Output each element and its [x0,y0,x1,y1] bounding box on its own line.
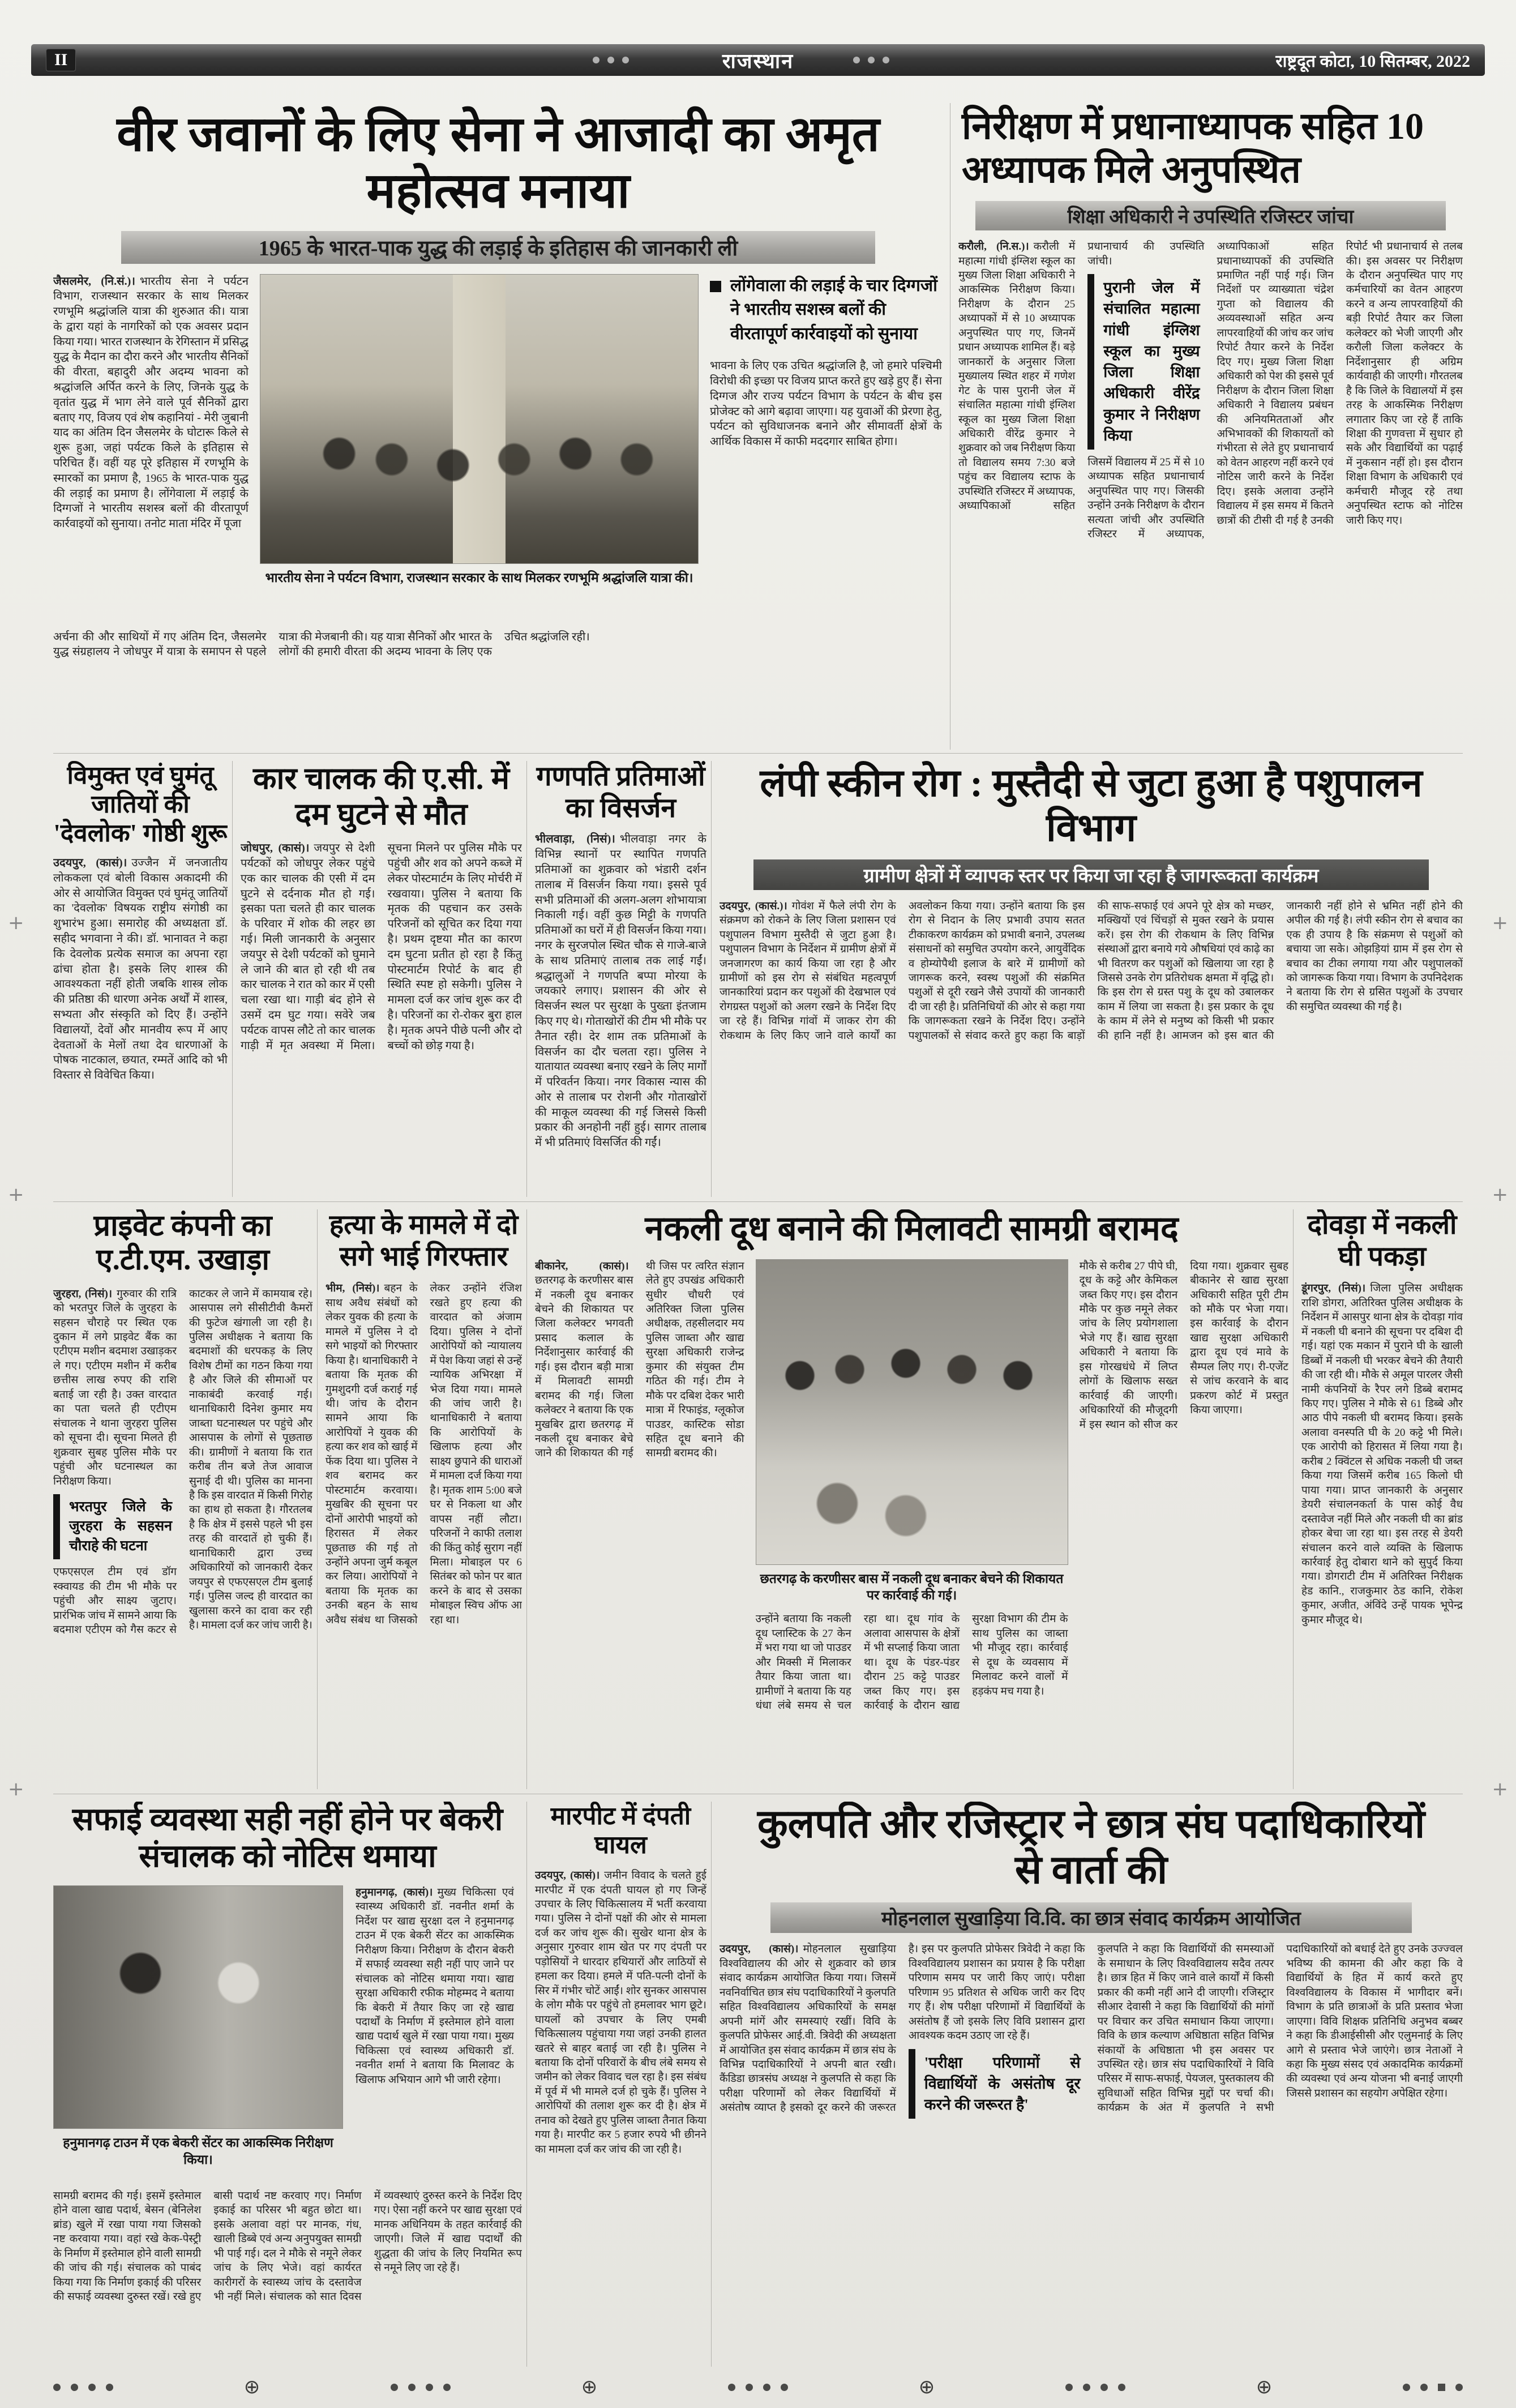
article-lumpy-body: उदयपुर, (कासं.)। गोवंश में फैले लंपी रोग के संक्रमण को रोकने के लिए जिला प्रशासन एवं पशुपालन विभाग मुस्तैदी से जुटा हुआ है। पशुपालन विभाग के निर्देशन में ग्रामीण क्षेत्रों में जनजागरण का कार्य किया जा रहा है और ग्रामीणों को इस रोग से संबंधित महत्वपूर्ण जानकारियां प्रदान कर पशुओं की देखभाल एवं रोगग्रस्त पशुओं को अलग रखने के निर्देश दिए जा रहे हैं। विभिन्न गांवों में जाकर रोग की रोकथाम के लिए किए जाने वाले कार्यों का अवलोकन किया गया। उन्होंने बताया कि इस रोग से निदान के लिए प्रभावी उपाय सतत टीकाकरण कार्यक्रम को प्रभावी बनाने, उपलब्ध संसाधनों को समुचित उपयोग करने, आयुर्वेदिक व होम्योपैथी इलाज के बारे में ग्रामीणों को जागरूक करने, स्वस्थ पशुओं की संक्रमित पशुओं से दूरी रखने जैसे उपायों की जानकारी दी जा रही है। प्रतिनिधियों की ओर से कहा गया कि जागरूकता रखने के निर्देश दिए। उन्होंने पशुपालकों से संवाद करते हुए कहा कि बाड़ों की साफ-सफाई एवं अपने पूरे क्षेत्र को मच्छर, मक्खियों एवं चिंचड़ों से मुक्त रखने के प्रयास करें। इस रोग की रोकथाम के लिए विभिन्न संस्थाओं द्वारा बनाये गये औषधियां एवं काढ़े का भी वितरण कर पशुओं को खिलाया जा रहा है जिससे उनके रोग प्रतिरोधक क्षमता में वृद्धि हो। कि इस रोग से ग्रस्त पशु के दूध को उबालकर काम में लिया जा सकता है। इस प्रकार के दूध के काम में लेने से मनुष्य को किसी भी प्रकार की हानि नहीं है। आमजन को इस बात की जानकारी नहीं होने से भ्रमित नहीं होने की अपील की गई है। लंपी स्कीन रोग से बचाव का एक ही उपाय है कि संक्रमण से पशुओं को बचाया जा सके। ओझड़ियां ग्राम में इस रोग से बचाव का टीका लगाया गया और पशुपालकों को जागरूक किया गया। विभाग के उपनिदेशक ने बताया कि रोग से ग्रसित पशुओं के उपचार की समुचित व्यवस्था की गई है। [720,900,1463,1042]
article-lumpy [711,761,1463,1197]
article-murder-headline: हत्या के मामले में दो सगे भाई गिरफ्तार [329,1210,519,1272]
footer-dots-icon [728,2384,788,2391]
article-inspection-headline: निरीक्षण में प्रधानाध्यापक सहित 10 अध्यापक मिले अनुपस्थित [962,106,1424,191]
article-lumpy-kicker: ग्रामीण क्षेत्रों में व्यापक स्तर पर किया जा रहा है जागरूकता कार्यक्रम [753,859,1429,890]
dateline: बीकानेर, (कासं)। [535,1260,629,1272]
article-devlok-body: उदयपुर, (कासं)। उज्जैन में जनजातीय लोककला एवं बोली विकास अकादमी की ओर से आयोजित विमुक्त एवं घुमंतू जातियों का 'देवलोक' विषयक राष्ट्रीय संगोष्ठी का शुभारंभ हुआ। समारोह की अध्यक्षता डॉ. सहीद भगवाना ने की। डॉ. भानावत ने कहा कि देवलोक प्रत्येक समाज का अपना रहा ढांचा होता है। इसके लिए शास्त्र की आवश्यकता नहीं होती जबकि शास्त्र लोक की प्रतिष्ठा की धारणा अनेक अर्थों में शास्त्र, सभ्यता और संस्कृति को दिए हैं। उन्होंने विद्यालयों, देवों और मानवीय रूप में आए देवताओं के मेलों तथा देव धारणाओं के पोषक नाटकाल, छयात, रम्मतें आदि को भी विस्तार से विवेचित किया। [53,857,228,1082]
dateline: करौली, (नि.स.)। [958,241,1029,253]
page-footer [53,2376,1463,2398]
article-bakery-body-bottom: सामग्री बरामद की गई। इसमें इस्तेमाल होने वाला खाद्य पदार्थ, बेसन (बेनिलेश ब्रांड) खुले में रखा पाया गया जिसको नष्ट करवाया गया। वहां रखे केक-पेस्ट्री के निर्माण में इस्तेमाल होने वाली सामग्री की जांच की गई। संचालक को पाबंद किया गया कि निर्माण इकाई की परिसर की सफाई व्यवस्था दुरुस्त रखें। रखे हुए बासी पदार्थ नष्ट करवाए गए। निर्माण इकाई का परिसर भी बहुत छोटा था। इसके अलावा वहां पर मानक, गंध, खाली डिब्बे एवं अन्य अनुपयुक्त सामग्री भी पाई गई। दल ने मौके से नमूने लेकर जांच के लिए भेजे। वहां कार्यरत कारीगरों के स्वास्थ्य जांच के दस्तावेज भी नहीं मिले। संचालक को सात दिवस में व्यवस्थाएं दुरुस्त करने के निर्देश दिए गए। ऐसा नहीं करने पर खाद्य सुरक्षा एवं मानक अधिनियम के तहत कार्रवाई की जाएगी। जिले में खाद्य पदार्थों की शुद्धता की जांच के लिए नियमित रूप से नमूने लिए जा रहे हैं। [53,2189,522,2303]
army-photo-caption: भारतीय सेना ने पर्यटन विभाग, राजस्थान सरकार के साथ मिलकर रणभूमि श्रद्धांजलि यात्रा की। [265,570,693,585]
vc-talk-quote-box: 'परीक्षा परिणामों से विद्यार्थियों के असंतोष दूर करने की जरूरत है' [909,2049,1085,2119]
army-pullquote: लोंगेवाला की लड़ाई के चार दिग्गजों ने भारतीय सशस्त्र बलों की वीरतापूर्ण कार्रवाइयों को सुनाया [710,274,942,347]
footer-dots-icon [1403,2384,1463,2391]
dateline: उदयपुर, (कासं)। [535,1870,600,1882]
article-army-body-right: भावना के लिए एक उचित श्रद्धांजलि है, जो हमारे पश्चिमी विरोधी की इच्छा पर विजय प्राप्त करते हुए खड़े हुए हैं। सेना दिग्गज और राज्य पर्यटन विभाग के पर्यटन के बीच इस प्रोजेक्ट को आगे बढ़ावा जाएगा। यह युवाओं की प्रेरणा हेतु, पर्यटन को सुविधाजनक बनाने और सीमावर्ती क्षेत्रों के आर्थिक विकास में काफी मददगार साबित होगा। [710,360,942,448]
footer-dots-icon [1065,2384,1125,2391]
masthead-dots-left-icon [593,57,629,63]
article-vc-talk-kicker: मोहनलाल सुखाड़िया वि.वि. का छात्र संवाद कार्यक्रम आयोजित [770,1902,1412,1933]
footer-dots-icon [391,2384,451,2391]
article-fake-milk-body-bottom: उन्होंने बताया कि नकली दूध प्लास्टिक के 27 केन में भरा गया था जो पाउडर और मिक्सी में मिलाकर तैयार किया जाता था। ग्रामीणों ने बताया कि यह धंधा लंबे समय से चल रहा था। दूध गांव के अलावा आसपास के क्षेत्रों में भी सप्लाई किया जाता था। दूध के पंडर-पंडर दौरान 25 कट्टे पाउडर जब्त किए गए। इस कार्रवाई के दौरान खाद्य सुरक्षा विभाग की टीम के साथ पुलिस का जाब्ता भी मौजूद रहा। कार्रवाई से दूध के व्यवसाय में मिलावट करने वालों में हड़कंप मच गया है। [755,1613,1068,1712]
article-vc-talk [711,1802,1463,2367]
inspection-inset-box: पुरानी जेल में संचालित महात्मा गांधी इंग्लिश स्कूल का मुख्य जिला शिक्षा अधिकारी वीरेंद्र कुमार ने निरीक्षण किया [1087,274,1204,450]
article-army-figure [260,274,699,621]
dateline: उदयपुर, (कासं.)। [720,900,787,912]
crop-mark-icon: + [8,1183,24,1206]
article-fake-ghee [1293,1209,1463,1789]
article-bakery-body-right: हनुमानगढ़, (कासं)। मुख्य चिकित्सा एवं स्वास्थ्य अधिकारी डॉ. नवनीत शर्मा के निर्देश पर खाद्य सुरक्षा दल ने हनुमानगढ़ टाउन में एक बेकरी सेंटर का आकस्मिक निरीक्षण किया। निरीक्षण के दौरान बेकरी में सफाई व्यवस्था सही नहीं पाए जाने पर संचालक को नोटिस थमाया गया। खाद्य सुरक्षा अधिकारी रफीक मोहम्मद ने बताया कि बेकरी में तैयार किए जा रहे खाद्य पदार्थों के निर्माण में इस्तेमाल होने वाला खाद्य पदार्थ खुले में रखा पाया गया। मुख्य चिकित्सा एवं स्वास्थ्य अधिकारी डॉ. नवनीत शर्मा ने बताया कि मिलावट के खिलाफ अभियान आगे भी जारी रहेगा। [356,1886,514,2086]
page-number: II [46,49,76,71]
bakery-photo [53,1885,343,2129]
article-atm [53,1209,312,1789]
masthead-dots-right-icon [853,57,889,63]
crop-mark-icon: + [1492,912,1508,934]
article-inspection [950,103,1463,750]
article-atm-headline: प्राइवेट कंपनी का ए.टी.एम. उखाड़ा [93,1210,272,1277]
article-assault-headline: मारपीट में दंपती घायल [550,1802,691,1859]
article-car-driver-headline: कार चालक की ए.सी. में दम घुटने से मौत [252,762,509,831]
dateline: भीलवाड़ा, (निसं)। [535,833,615,846]
article-atm-body: जुरहरा, (निसं)। गुरुवार की रात्रि को भरतपुर जिले के जुरहरा के सहसन चौराहे पर स्थित एक दुकान में लगे प्राइवेट बैंक का एटीएम मशीन बदमाश उखाड़कर ले गए। एटीएम मशीन में करीब छत्तीस लाख रुपए की राशि बताई जा रही है। उक्त वारदात का पता चलते ही एटीएम संचालक ने थाना जुरहरा पुलिस को सूचना दी। सूचना मिलते ही शुक्रवार सुबह पुलिस मौके पर पहुंची और घटनास्थल का निरीक्षण किया। भरतपुर जिले के जुरहरा के सहसन चौराहे की घटना एफएसएल टीम एवं डॉग स्क्वायड की टीम भी मौके पर पहुंची और साक्ष्य जुटाए। प्रारंभिक जांच में सामने आया कि बदमाश एटीएम को गैस कटर से काटकर ले जाने में कामयाब रहे। आसपास लगे सीसीटीवी कैमरों की फुटेज खंगाली जा रही है। पुलिस अधीक्षक ने बताया कि बदमाशों की धरपकड़ के लिए विशेष टीमों का गठन किया गया है और जिले की सीमाओं पर नाकाबंदी करवाई गई। थानाधिकारी दिनेश कुमार मय जाब्ता घटनास्थल पर पहुंचे और आसपास के लोगों से पूछताछ की। ग्रामीणों ने बताया कि रात करीब तीन बजे तेज आवाज सुनाई दी थी। पुलिस का मानना है कि इस वारदात में किसी गिरोह का हाथ हो सकता है। गौरतलब है कि क्षेत्र में इससे पहले भी इस तरह की वारदातें हो चुकी हैं। थानाधिकारी द्वारा उच्च अधिकारियों को जानकारी देकर जयपुर से एफएसएल टीम बुलाई गई। पुलिस जल्द ही वारदात का खुलासा करने का दावा कर रही है। मामला दर्ज कर जांच जारी है। [53,1288,312,1636]
dateline: हनुमानगढ़, (कासं)। [356,1886,433,1898]
footer-dots-icon [53,2384,113,2391]
crop-mark-icon: + [8,912,24,934]
article-assault [526,1802,706,2367]
army-photo [260,274,699,564]
fake-milk-photo-caption: छतरगढ़ के करणीसर बास में नकली दूध बनाकर बेचने की शिकायत पर कार्रवाई की गई। [760,1571,1064,1603]
crop-mark-icon: + [1492,1778,1508,1800]
registration-mark-icon: ⊕ [581,2376,598,2398]
masthead-edition: राष्ट्रदूत कोटा, 10 सितम्बर, 2022 [1275,52,1470,71]
article-fake-milk-headline: नकली दूध बनाने की मिलावटी सामग्री बरामद [645,1210,1179,1247]
article-ganpati-body: भीलवाड़ा, (निसं)। भीलवाड़ा नगर के विभिन्न स्थानों पर स्थापित गणपति प्रतिमाओं का शुक्रवार को भंडारी दर्शन तालाब में विसर्जन किया गया। इससे पूर्व सभी प्रतिमाओं की अलग-अलग शोभायात्रा निकाली गई। वहीं कुछ मिट्टी के गणपति प्रतिमाओं का घरों में ही विसर्जन किया गया। नगर के सुरजपोल स्थित चौक से गाजे-बाजे के साथ प्रतिमाएं तालाब तक लाई गईं। श्रद्धालुओं ने गणपति बप्पा मोरया के जयकारे लगाए। प्रशासन की ओर से विसर्जन स्थल पर सुरक्षा के पुख्ता इंतजाम किए गए थे। गोताखोरों की टीम भी मौके पर तैनात रही। देर शाम तक प्रतिमाओं के विसर्जन का दौर चलता रहा। पुलिस ने यातायात व्यवस्था बनाए रखने के लिए मार्गों में परिवर्तन किया। नगर विकास न्यास की ओर से तालाब पर रोशनी और गोताखोरों की माकूल व्यवस्था की गई जिससे किसी प्रकार की अनहोनी नहीं हुई। सागर तालाब में भी प्रतिमाएं विसर्जित की गईं। [535,833,706,1149]
article-fake-ghee-body: डूंगरपुर, (निसं)। जिला पुलिस अधीक्षक राशि डोगरा, अतिरिक्त पुलिस अधीक्षक के निर्देशन में आसपुर थाना क्षेत्र के दोवड़ा गांव में नकली घी बनाने की सूचना पर दबिश दी गई। यहां एक मकान में पुराने घी के खाली डिब्बों में नकली घी भरकर बेचने की तैयारी की जा रही थी। मौके से अमूल पारलर जैसी नामी कंपनियों के रैपर लगे डिब्बे बरामद किए गए। पुलिस ने मौके से 61 डिब्बे और आठ पीपे नकली घी बरामद किया। इसके अलावा वनस्पति घी के 20 कट्टे भी मिले। एक आरोपी को हिरासत में लिया गया है। करीब 2 क्विंटल से अधिक नकली घी जब्त किया गया जिसमें करीब 165 किलो घी पाया गया। प्राप्त जानकारी के अनुसार डेयरी संचालनकर्ता के पास कोई वैध दस्तावेज नहीं मिले और नकली घी का ब्रांड होकर बेचा जा रहा था। इस तरह से डेयरी संचालन करने वाले व्यक्ति के खिलाफ कार्रवाई हेतु दोबारा थाने को सुपुर्द किया गया। डोगराटी टीम में अतिरिक्त निरीक्षक हेड कानि., राजकुमार ठेड कानि, रोकेश कुमार, अजीत, अंविंदे उन्हें पायक भूपेन्द्र कुमार मौजूद थे। [1301,1282,1463,1626]
row-divider [53,753,1463,754]
dateline: उदयपुर, (कासं)। [720,1943,799,1956]
article-car-driver-body: जोधपुर, (कासं)। जयपुर से देशी पर्यटकों को जोधपुर लेकर पहुंचे एक कार चालक की एसी में दम घुटने से दर्दनाक मौत हो गई। इसका पता चलते ही कार चालक के परिवार में शोक की लहर छा गई। मिली जानकारी के अनुसार जयपुर से देशी पर्यटकों को घुमाने ले जाने की बात हो रही थी तब कार चालक ने रात को कार में एसी चला रखा था। गाड़ी बंद होने से उसमें दम घुट गया। सवेरे जब पर्यटक वापस लौटे तो कार चालक गाड़ी में मृत अवस्था में मिला। सूचना मिलने पर पुलिस मौके पर पहुंची और शव को अपने कब्जे में लेकर पोस्टमार्टम के लिए मोर्चरी में रखवाया। पुलिस ने बताया कि मृतक की पहचान कर उसके परिजनों को सूचित कर दिया गया है। प्रथम दृष्टया मौत का कारण दम घुटना प्रतीत हो रहा है किंतु पोस्टमार्टम रिपोर्ट के बाद ही स्थिति स्पष्ट हो सकेगी। पुलिस ने मामला दर्ज कर जांच शुरू कर दी है। परिजनों का रो-रोकर बुरा हाल है। मृतक अपने पीछे पत्नी और दो बच्चों को छोड़ गया है। [241,842,522,1052]
dateline: जोधपुर, (कासं)। [241,842,310,855]
article-bakery-headline: सफाई व्यवस्था सही नहीं होने पर बेकरी संचालक को नोटिस थमाया [72,1802,503,1874]
article-devlok-headline: विमुक्त एवं घुमंतू जातियों की 'देवलोक' गोष्ठी शुरू [53,762,228,848]
article-ganpati-headline: गणपति प्रतिमाओं का विसर्जन [536,762,705,823]
masthead [31,44,1485,76]
article-lumpy-headline: लंपी स्कीन रोग : मुस्तैदी से जुटा हुआ है पशुपालन विभाग [760,762,1423,849]
dateline: जैसलमेर, (नि.सं.)। [53,275,135,288]
registration-mark-icon: ⊕ [243,2376,260,2398]
dateline: उदयपुर, (कासं)। [53,857,127,870]
row-divider [53,1201,1463,1202]
registration-mark-icon: ⊕ [918,2376,935,2398]
article-bakery-figure [53,1885,343,2180]
article-assault-body: उदयपुर, (कासं)। जमीन विवाद के चलते हुई मारपीट में एक दंपती घायल हो गए जिन्हें उपचार के लिए चिकित्सालय में भर्ती करवाया गया। पुलिस ने दोनों पक्षों की ओर से मामला दर्ज कर जांच शुरू की। सुखेर थाना क्षेत्र के अनुसार गुरुवार शाम खेत पर गए दंपती पर पड़ोसियों ने धारदार हथियारों और लाठियों से हमला कर दिया। हमले में पति-पत्नी दोनों के सिर में गंभीर चोटें आईं। शोर सुनकर आसपास के लोग मौके पर पहुंचे तो हमलावर भाग छूटे। घायलों को उपचार के लिए एमबी चिकित्सालय पहुंचाया गया जहां उनकी हालत खतरे से बाहर बताई जा रही है। पुलिस ने बताया कि दोनों परिवारों के बीच लंबे समय से जमीन को लेकर विवाद चल रहा है। इस संबंध में पूर्व में भी मामले दर्ज हो चुके हैं। पुलिस ने आरोपियों की तलाश शुरू कर दी है। क्षेत्र में तनाव को देखते हुए पुलिस जाब्ता तैनात किया गया है। मारपीट कर 5 हजार रुपये भी छीनने का मामला दर्ज कर जांच की जा रही है। [535,1870,706,2155]
article-devlok [53,761,228,1197]
article-car-driver [232,761,522,1197]
article-fake-milk [526,1209,1288,1789]
article-inspection-kicker: शिक्षा अधिकारी ने उपस्थिति रजिस्टर जांचा [975,201,1446,230]
article-fake-milk-body-right: मौके से करीब 27 पीपे घी, दूध के कट्टे और केमिकल जब्त किए गए। इस दौरान मौके पर कुछ नमूने लेकर जांच के लिए प्रयोगशाला भेजे गए हैं। खाद्य सुरक्षा अधिकारी ने बताया कि इस गोरखधंधे में लिप्त लोगों के खिलाफ सख्त कार्रवाई की जाएगी। अधिकारियों की मौजूदगी में इस स्थान को सीज कर दिया गया। शुक्रवार सुबह बीकानेर से खाद्य सुरक्षा अधिकारी सहित पूरी टीम को मौके पर भेजा गया। इस कार्रवाई के दौरान खाद्य सुरक्षा अधिकारी द्वारा दूध एवं मावे के सैम्पल लिए गए। री-एजेंट से जांच करवाने के बाद प्रकरण कोर्ट में प्रस्तुत किया जाएगा। [1079,1260,1288,1431]
article-vc-talk-body: उदयपुर, (कासं)। मोहनलाल सुखाड़िया विश्वविद्यालय की ओर से शुक्रवार को छात्र संवाद कार्यक्रम आयोजित किया गया। जिसमें नवनिर्वाचित छात्र संघ पदाधिकारियों ने कुलपति सहित विश्वविद्यालय अधिकारियों के समक्ष अपनी मांगें और समस्याएं रखीं। विवि के कुलपति प्रोफेसर आई.वी. त्रिवेदी की अध्यक्षता में आयोजित इस संवाद कार्यक्रम में छात्र संघ के विभिन्न पदाधिकारियों ने अपनी बात रखी। कैंडिडा छात्रसंघ अध्यक्ष ने कुलपति से कहा कि परीक्षा परिणामों को लेकर विद्यार्थियों में असंतोष व्याप्त है इसको दूर करने की जरूरत है। इस पर कुलपति प्रोफेसर त्रिवेदी ने कहा कि विश्वविद्यालय प्रशासन का प्रयास है कि परीक्षा परिणाम समय पर जारी किए जाएं। परीक्षा परिणाम 95 प्रतिशत से अधिक जारी कर दिए गए हैं। शेष परीक्षा परिणामों में विद्यार्थियों के असंतोष हैं जो इसके लिए विवि प्रशासन द्वारा आवश्यक कदम उठाए जा रहे हैं। 'परीक्षा परिणामों से विद्यार्थियों के असंतोष दूर करने की जरूरत है' कुलपति ने कहा कि विद्यार्थियों की समस्याओं के समाधान के लिए विश्वविद्यालय सदैव तत्पर है। छात्र हित में किए जाने वाले कार्यों में किसी प्रकार की कमी नहीं आने दी जाएगी। रजिस्ट्रार सीआर देवासी ने कहा कि विद्यार्थियों की मांगों पर विचार कर उचित समाधान किया जाएगा। विवि के छात्र कल्याण अधिष्ठाता सहित विभिन्न संकायों के अधिष्ठाता भी इस अवसर पर उपस्थित रहे। छात्र संघ पदाधिकारियों ने विवि परिसर में साफ-सफाई, पेयजल, पुस्तकालय की सुविधाओं सहित विभिन्न मुद्दों पर चर्चा की। कार्यक्रम के अंत में कुलपति ने सभी पदाधिकारियों को बधाई देते हुए उनके उज्ज्वल भविष्य की कामना की और कहा कि वे विद्यार्थियों के हित में कार्य करते हुए विश्वविद्यालय के विकास में भागीदार बनें। विभाग के प्रति छात्राओं के प्रति प्रस्ताव भेजा जाएगा। विवि शिक्षक प्रतिनिधि अनुभव बब्बर ने कहा कि डीआईसीसी और एलुमनाई के लिए आगे से प्रस्ताव भेजे जाएंगे। छात्र नेताओं ने कहा कि मुख्य संसद एवं अकादमिक कार्यक्रमों की व्यवस्था एवं अन्य योजना भी बनाई जाएगी जिससे प्रशासन का सहयोग अपेक्षित रहेगा। [720,1942,1463,2338]
article-army-body-left: जैसलमेर, (नि.सं.)। भारतीय सेना ने पर्यटन विभाग, राजस्थान सरकार के साथ मिलकर रणभूमि श्रद्धांजलि यात्रा की शुरुआत की। यात्रा के द्वारा यहां के नागरिकों को एक अवसर प्रदान किया गया। भारत राजस्थान के रेगिस्तान में प्रसिद्ध युद्ध के मैदान का दौरा करने और भारतीय सैनिकों की वीरता, बहादुरी और अदम्य भावना को श्रद्धांजलि अर्पित करने के लिए, जिनके युद्ध के वृतांत युद्ध में भाग लेने वाले पूर्व सैनिकों द्वारा बताए गए, विजय एवं शेष कहानियां - मेरी जुबानी याद का अंतिम दिन जैसलमेर के घोटारू किले से शुरू हुआ, जहां पर्यटक किले के इतिहास से परिचित हैं। वहीं यह पूरे इतिहास में रणभूमि के स्मारकों का प्रमाण है, 1965 के भारत-पाक युद्ध की लड़ाई का प्रमाण है। लोंगेवाला में लड़ाई के दिग्गजों ने भारतीय सशस्त्र बलों की वीरतापूर्ण कार्रवाइयों को सुनाया। तनोट माता मंदिर में पूजा [53,275,249,531]
registration-mark-icon: ⊕ [1256,2376,1273,2398]
article-army [53,103,943,750]
fake-milk-photo [756,1259,1068,1565]
article-fake-ghee-headline: दोवड़ा में नकली घी पकड़ा [1307,1210,1457,1272]
dateline: जुरहरा, (निसं)। [53,1288,113,1300]
article-army-body-bottom: अर्चना की और साथियों में गए अंतिम दिन, जैसलमेर युद्ध संग्रहालय ने जोधपुर में यात्रा के समापन से पहले यात्रा की मेजबानी की। यह यात्रा सैनिकों और भारत के लोगों की हमारी वीरता की अदम्य भावना के लिए एक उचित श्रद्धांजलि रही। [53,630,590,658]
atm-inset-box: भरतपुर जिले के जुरहरा के सहसन चौराहे की घटना [53,1494,177,1560]
article-fake-milk-figure [756,1259,1068,1605]
article-vc-talk-headline: कुलपति और रजिस्ट्रार ने छात्र संघ पदाधिकारियों से वार्ता की [757,1803,1425,1893]
masthead-region: राजस्थान [722,49,794,72]
article-fake-milk-body-left: बीकानेर, (कासं)।छतरगढ़ के करणीसर बास में नकली दूध बनाकर बेचने की शिकायत पर जिला कलेक्टर भगवती प्रसाद कलाल के निर्देशानुसार कार्रवाई की गई। इस दौरान बड़ी मात्रा में मिलावटी सामग्री बरामद की गई। जिला कलेक्टर ने बताया कि एक मुखबिर द्वारा छतरगढ़ में नकली दूध बनाकर बेचे जाने की शिकायत की गई थी जिस पर त्वरित संज्ञान लेते हुए उपखंड अधिकारी सुधीर चौधरी एवं अतिरिक्त जिला पुलिस अधीक्षक, तहसीलदार मय पुलिस जाब्ता और खाद्य सुरक्षा अधिकारी राजेन्द्र कुमार की संयुक्त टीम गठित की गई। टीम ने मौके पर दबिश देकर भारी मात्रा में रिफाइंड, ग्लूकोज पाउडर, कास्टिक सोडा सहित दूध बनाने की सामग्री बरामद की। [535,1260,744,1460]
article-ganpati [526,761,706,1197]
crop-mark-icon: + [1492,1183,1508,1206]
article-army-kicker: 1965 के भारत-पाक युद्ध की लड़ाई के इतिहास की जानकारी ली [121,231,875,264]
bakery-photo-caption: हनुमानगढ़ टाउन में एक बेकरी सेंटर का आकस्मिक निरीक्षण किया। [63,2135,333,2167]
article-inspection-body: करौली, (नि.स.)। करौली में महात्मा गांधी इंग्लिश स्कूल का मुख्य जिला शिक्षा अधिकारी ने आकस्मिक निरीक्षण किया। निरीक्षण के दौरान 25 अध्यापकों में से 10 अध्यापक अनुपस्थित पाए गए, जिनमें प्रधान अध्यापक शामिल हैं। बड़े जानकारों के अनुसार जिला मुख्यालय स्थित शहर में गणेश गेट के पास पुरानी जेल में संचालित महात्मा गांधी इंग्लिश स्कूल का मुख्य जिला शिक्षा अधिकारी वीरेंद्र कुमार ने शुक्रवार को जब निरीक्षण किया तो विद्यालय समय 7:30 बजे पहुंच कर विद्यालय स्टाफ के उपस्थिति रजिस्टर में अध्यापक, अध्यापिकाओं सहित प्रधानाचार्य की उपस्थिति जांची। पुरानी जेल में संचालित महात्मा गांधी इंग्लिश स्कूल का मुख्य जिला शिक्षा अधिकारी वीरेंद्र कुमार ने निरीक्षण किया जिसमें विद्यालय में 25 में से 10 अध्यापक सहित प्रधानाचार्य अनुपस्थित पाए गए। जिसकी उन्होंने उनके निरीक्षण के दौरान सत्यता जांची और उपस्थिति रजिस्टर में अध्यापक, अध्यापिकाओं सहित प्रधानाध्यापकों की उपस्थिति प्रमाणित नहीं पाई गई। जिन निर्देशों पर व्याख्याता चंद्रेश गुप्ता को विद्यालय की अव्यवस्थाओं सहित अन्य लापरवाहियों की जांच कर जांच रिपोर्ट तैयार करने के निर्देश दिए गए। मुख्य जिला शिक्षा अधिकारी को पेश की इससे पूर्व निरीक्षण के दौरान जिला शिक्षा अधिकारी ने विद्यालय प्रबंधन की अनियमितताओं और अभिभावकों की शिकायतों को गंभीरता से लेते हुए प्रधानाचार्य को वेतन आहरण नहीं करने एवं नोटिस जारी करने के निर्देश दिए। इसके अलावा उन्होंने विद्यालय में इस समय में कितने छात्रों की टीसी दी गई है उनकी रिपोर्ट भी प्रधानाचार्य से तलब की। इस अवसर पर निरीक्षण के दौरान अनुपस्थित पाए गए कर्मचारियों का वेतन आहरण करने व अन्य लापरवाहियों की बड़ी रिपोर्ट तैयार कर जिला कलेक्टर को भेजी जाएगी और करौली जिला कलेक्टर के निर्देशानुसार ही अग्रिम कार्यवाही की जाएगी। गौरतलब है कि जिले के विद्यालयों में इस तरह के आकस्मिक निरीक्षण लगातार किए जा रहे हैं ताकि शिक्षा की गुणवत्ता में सुधार हो सके और विद्यार्थियों का पढ़ाई में नुकसान नहीं हो। इस दौरान शिक्षा विभाग के अधिकारी एवं कर्मचारी मौजूद रहे तथा अनुपस्थित स्टाफ को नोटिस जारी किए गए। [958,241,1463,541]
article-bakery [53,1802,522,2367]
dateline: भीम, (निसं)। [326,1282,380,1295]
square-bullet-icon [710,281,721,292]
article-murder-body: भीम, (निसं)। बहन के साथ अवैध संबंधों को लेकर युवक की हत्या के मामले में पुलिस ने दो सगे भाइयों को गिरफ्तार किया है। थानाधिकारी ने बताया कि मृतक की गुमशुदगी दर्ज कराई गई थी। जांच के दौरान सामने आया कि आरोपियों ने युवक की हत्या कर शव को खाई में फेंक दिया था। पुलिस ने शव बरामद कर पोस्टमार्टम करवाया। मुखबिर की सूचना पर दोनों आरोपी भाइयों को हिरासत में लेकर पूछताछ की गई तो उन्होंने अपना जुर्म कबूल कर लिया। आरोपियों ने बताया कि मृतक का उनकी बहन के साथ अवैध संबंध था जिसको लेकर उन्होंने रंजिश रखते हुए हत्या की वारदात को अंजाम दिया। पुलिस ने दोनों आरोपियों को न्यायालय में पेश किया जहां से उन्हें न्यायिक अभिरक्षा में भेज दिया गया। मामले की जांच जारी है। थानाधिकारी ने बताया कि आरोपियों के खिलाफ हत्या और साक्ष्य छुपाने की धाराओं में मामला दर्ज किया गया है। मृतक शाम 5:00 बजे घर से निकला था और वापस नहीं लौटा। परिजनों ने काफी तलाश की किंतु कोई सुराग नहीं मिला। मोबाइल पर 6 सितंबर को फोन पर बात करने के बाद से उसका मोबाइल स्विच ऑफ आ रहा था। [326,1282,522,1626]
dateline: डूंगरपुर, (निसं)। [1301,1282,1366,1295]
article-army-headline: वीर जवानों के लिए सेना ने आजादी का अमृत महोत्सव मनाया [117,107,880,218]
crop-mark-icon: + [8,1778,24,1800]
article-murder [317,1209,522,1789]
